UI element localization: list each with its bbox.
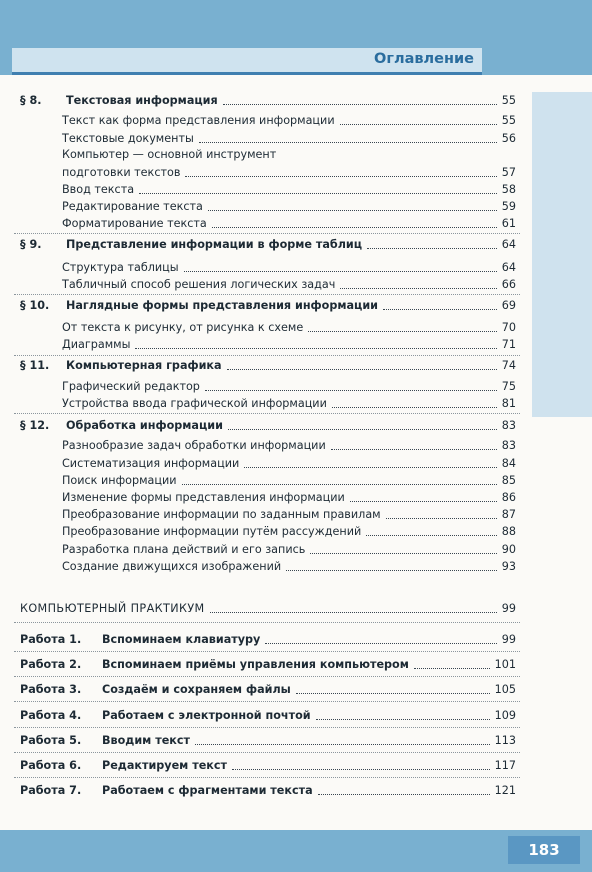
toc-item[interactable] bbox=[62, 524, 516, 539]
item-title: Диаграммы bbox=[62, 338, 131, 351]
work-title: Работаем с фрагментами текста bbox=[102, 784, 313, 797]
page-number: 56 bbox=[501, 132, 516, 145]
work-title: Вводим текст bbox=[102, 734, 190, 747]
footer-bar bbox=[0, 830, 592, 872]
section-divider bbox=[14, 701, 520, 702]
dot-leader bbox=[340, 288, 496, 289]
item-title: Изменение формы представления информации bbox=[62, 491, 345, 504]
work-number: Работа 2. bbox=[20, 658, 82, 671]
dot-leader bbox=[265, 643, 496, 644]
toc-item[interactable] bbox=[62, 379, 516, 394]
section-divider bbox=[14, 413, 520, 414]
dot-leader bbox=[308, 331, 497, 332]
section-divider bbox=[14, 651, 520, 652]
side-tab bbox=[532, 92, 592, 417]
item-title: Систематизация информации bbox=[62, 457, 240, 470]
item-title: Форматирование текста bbox=[62, 217, 207, 230]
toc-section[interactable] bbox=[20, 418, 516, 433]
work-number: Работа 7. bbox=[20, 784, 82, 797]
item-title: Создание движущихся изображений bbox=[62, 560, 282, 573]
practicum-title: КОМПЬЮТЕРНЫЙ ПРАКТИКУМ bbox=[20, 602, 205, 615]
section-number: § 12. bbox=[20, 419, 50, 432]
toc-item[interactable] bbox=[62, 131, 516, 146]
toc-section[interactable] bbox=[20, 237, 516, 252]
item-title: Преобразование информации путём рассуждений bbox=[62, 525, 362, 538]
toc-item[interactable] bbox=[62, 473, 516, 488]
page-number: 83 bbox=[501, 419, 516, 432]
work-title: Редактируем текст bbox=[102, 759, 227, 772]
work-number: Работа 3. bbox=[20, 683, 82, 696]
page-number: 93 bbox=[501, 560, 516, 573]
page-number: 109 bbox=[494, 709, 516, 722]
work-title: Вспоминаем клавиатуру bbox=[102, 633, 261, 646]
item-title-first-line: Компьютер — основной инструмент bbox=[62, 148, 277, 161]
toc-item[interactable] bbox=[62, 456, 516, 471]
toc-item[interactable] bbox=[62, 277, 516, 292]
header-title-bar bbox=[12, 48, 482, 75]
dot-leader bbox=[182, 484, 497, 485]
item-title: подготовки текстов bbox=[62, 166, 181, 179]
page-number: 61 bbox=[501, 217, 516, 230]
toc-item[interactable] bbox=[62, 199, 516, 214]
dot-leader bbox=[386, 518, 497, 519]
dot-leader bbox=[316, 719, 490, 720]
toc-work[interactable] bbox=[20, 657, 516, 672]
work-title: Работаем с электронной почтой bbox=[102, 709, 311, 722]
toc-section[interactable] bbox=[20, 358, 516, 373]
toc-item[interactable] bbox=[62, 165, 516, 180]
dot-leader bbox=[340, 124, 497, 125]
item-title: Структура таблицы bbox=[62, 261, 179, 274]
page-number: 64 bbox=[501, 238, 516, 251]
toc-item[interactable] bbox=[62, 320, 516, 335]
section-title: Наглядные формы представления информации bbox=[66, 299, 379, 312]
dot-leader bbox=[210, 612, 497, 613]
toc-work[interactable] bbox=[20, 733, 516, 748]
work-number: Работа 1. bbox=[20, 633, 82, 646]
page-number: 57 bbox=[501, 166, 516, 179]
page-number: 83 bbox=[501, 439, 516, 452]
section-divider bbox=[14, 622, 520, 623]
page-number: 75 bbox=[501, 380, 516, 393]
toc-item[interactable] bbox=[62, 490, 516, 505]
dot-leader bbox=[195, 744, 490, 745]
dot-leader bbox=[208, 210, 497, 211]
item-title: Текстовые документы bbox=[62, 132, 194, 145]
page-number: 87 bbox=[501, 508, 516, 521]
page-number: 113 bbox=[494, 734, 516, 747]
dot-leader bbox=[318, 794, 490, 795]
page-number: 81 bbox=[501, 397, 516, 410]
section-divider bbox=[14, 727, 520, 728]
work-number: Работа 6. bbox=[20, 759, 82, 772]
section-divider bbox=[14, 777, 520, 778]
page-number: 99 bbox=[501, 633, 516, 646]
page-number: 117 bbox=[494, 759, 516, 772]
toc-work[interactable] bbox=[20, 783, 516, 798]
section-divider bbox=[14, 233, 520, 234]
dot-leader bbox=[185, 176, 496, 177]
toc-work[interactable] bbox=[20, 632, 516, 647]
dot-leader bbox=[331, 449, 497, 450]
dot-leader bbox=[296, 693, 490, 694]
work-number: Работа 5. bbox=[20, 734, 82, 747]
section-title: Обработка информации bbox=[66, 419, 223, 432]
toc-work[interactable] bbox=[20, 758, 516, 773]
page-title: Оглавление bbox=[374, 51, 474, 67]
item-title: Разработка плана действий и его запись bbox=[62, 543, 306, 556]
page-number: 70 bbox=[501, 321, 516, 334]
toc-item[interactable] bbox=[62, 113, 516, 128]
item-title: Разнообразие задач обработки информации bbox=[62, 439, 326, 452]
page-number: 105 bbox=[494, 683, 516, 696]
item-title: Устройства ввода графической информации bbox=[62, 397, 327, 410]
toc-item[interactable] bbox=[62, 542, 516, 557]
item-title: От текста к рисунку, от рисунка к схеме bbox=[62, 321, 304, 334]
section-divider bbox=[14, 294, 520, 295]
toc-item[interactable] bbox=[62, 396, 516, 411]
item-title: Ввод текста bbox=[62, 183, 135, 196]
toc-item[interactable] bbox=[62, 182, 516, 197]
page-number: 99 bbox=[501, 602, 516, 615]
work-title: Создаём и сохраняем файлы bbox=[102, 683, 291, 696]
toc-item[interactable] bbox=[62, 438, 516, 453]
dot-leader bbox=[310, 553, 496, 554]
page-number: 85 bbox=[501, 474, 516, 487]
toc-work[interactable] bbox=[20, 708, 516, 723]
toc-section[interactable] bbox=[20, 298, 516, 313]
section-number: § 10. bbox=[20, 299, 50, 312]
dot-leader bbox=[135, 348, 496, 349]
section-title: Текстовая информация bbox=[66, 94, 218, 107]
section-divider bbox=[14, 355, 520, 356]
toc-practicum[interactable] bbox=[20, 601, 516, 616]
dot-leader bbox=[212, 227, 497, 228]
page-number: 90 bbox=[501, 543, 516, 556]
toc-section[interactable] bbox=[20, 93, 516, 108]
section-title: Представление информации в форме таблиц bbox=[66, 238, 363, 251]
item-title: Редактирование текста bbox=[62, 200, 203, 213]
page-number: 84 bbox=[501, 457, 516, 470]
dot-leader bbox=[367, 248, 497, 249]
dot-leader bbox=[232, 769, 490, 770]
dot-leader bbox=[414, 668, 490, 669]
work-number: Работа 4. bbox=[20, 709, 82, 722]
toc-item[interactable] bbox=[62, 260, 516, 275]
dot-leader bbox=[223, 104, 497, 105]
item-title: Графический редактор bbox=[62, 380, 200, 393]
page-number: 101 bbox=[494, 658, 516, 671]
dot-leader bbox=[350, 501, 497, 502]
page-number: 59 bbox=[501, 200, 516, 213]
section-divider bbox=[14, 752, 520, 753]
page-number: 86 bbox=[501, 491, 516, 504]
dot-leader bbox=[244, 467, 497, 468]
section-title: Компьютерная графика bbox=[66, 359, 222, 372]
toc-item[interactable] bbox=[62, 559, 516, 574]
toc-item[interactable] bbox=[62, 507, 516, 522]
page-number: 74 bbox=[501, 359, 516, 372]
page-number: 121 bbox=[494, 784, 516, 797]
dot-leader bbox=[139, 193, 497, 194]
section-number: § 9. bbox=[20, 238, 42, 251]
toc-work[interactable] bbox=[20, 682, 516, 697]
page-number: 55 bbox=[501, 94, 516, 107]
dot-leader bbox=[383, 309, 497, 310]
page-number: 64 bbox=[501, 261, 516, 274]
section-divider bbox=[14, 676, 520, 677]
toc-item[interactable] bbox=[62, 337, 516, 352]
page-number: 66 bbox=[501, 278, 516, 291]
item-title: Поиск информации bbox=[62, 474, 177, 487]
dot-leader bbox=[332, 407, 497, 408]
item-title: Табличный способ решения логических задач bbox=[62, 278, 336, 291]
footer-page-number: 183 bbox=[508, 836, 580, 864]
page-number: 58 bbox=[501, 183, 516, 196]
section-number: § 8. bbox=[20, 94, 42, 107]
dot-leader bbox=[199, 142, 497, 143]
dot-leader bbox=[366, 535, 497, 536]
section-number: § 11. bbox=[20, 359, 50, 372]
dot-leader bbox=[227, 369, 497, 370]
page-number: 55 bbox=[501, 114, 516, 127]
toc-item[interactable] bbox=[62, 216, 516, 231]
work-title: Вспоминаем приёмы управления компьютером bbox=[102, 658, 409, 671]
dot-leader bbox=[228, 429, 497, 430]
dot-leader bbox=[205, 390, 497, 391]
dot-leader bbox=[184, 271, 497, 272]
page-number: 69 bbox=[501, 299, 516, 312]
page-number: 71 bbox=[501, 338, 516, 351]
dot-leader bbox=[286, 570, 497, 571]
item-title: Текст как форма представления информации bbox=[62, 114, 335, 127]
page-number: 88 bbox=[501, 525, 516, 538]
item-title: Преобразование информации по заданным правилам bbox=[62, 508, 381, 521]
